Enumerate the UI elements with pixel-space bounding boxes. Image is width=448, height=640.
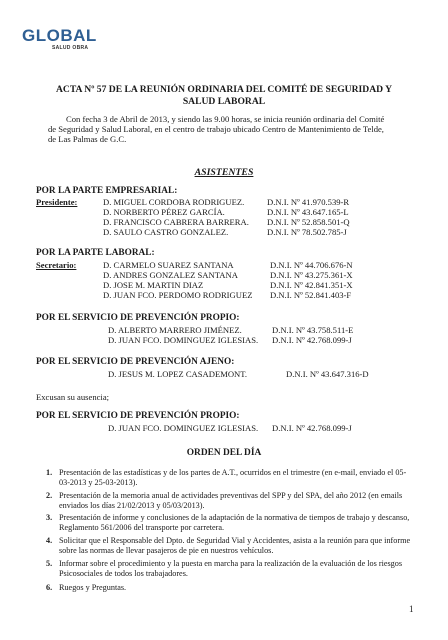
empresarial-member-dni: D.N.I. Nº 78.502.785-J bbox=[267, 227, 347, 237]
laboral-member-name: D. CARMELO SUAREZ SANTANA bbox=[103, 260, 234, 270]
list-item-number: 3. bbox=[46, 513, 53, 522]
document-title-line-1: ACTA Nº 57 DE LA REUNIÓN ORDINARIA DEL COMITÉ DE SEGURIDAD Y bbox=[55, 84, 393, 95]
intro-line-3: de Las Palmas de G.C. bbox=[48, 134, 127, 144]
excusados-member-name: D. JUAN FCO. DOMINGUEZ IGLESIAS. bbox=[108, 423, 259, 433]
excusados-heading: POR EL SERVICIO DE PREVENCIÓN PROPIO: bbox=[36, 411, 240, 421]
intro-line-2: de Seguridad y Salud Laboral, en el centro de trabajo ubicado Centro de Mantenimiento de Telde, bbox=[48, 124, 384, 134]
list-item bbox=[46, 536, 426, 558]
laboral-member-dni: D.N.I. Nº 52.841.403-F bbox=[270, 290, 352, 300]
list-item-text: Presentación de informe y conclusiones de la adaptación de la normativa de tiempos de trabajo y descanso, Reglamento 561/2006 del transporte por carretera. bbox=[59, 513, 410, 533]
list-item bbox=[46, 583, 426, 595]
empresarial-member-name: D. MIGUEL CORDOBA RODRIGUEZ. bbox=[103, 197, 245, 207]
list-item-number: 6. bbox=[46, 583, 53, 592]
list-item-number: 1. bbox=[46, 468, 53, 477]
empresarial-heading: POR LA PARTE EMPRESARIAL: bbox=[36, 186, 178, 196]
laboral-member-dni: D.N.I. Nº 44.706.676-N bbox=[270, 260, 353, 270]
list-item-text: Presentación de la memoria anual de actividades preventivas del SPP y del SPA, del año 2012 (en emails enviados los días 21/02/2013 y 05/03/2013). bbox=[59, 491, 403, 511]
prevencion-ajeno-heading: POR EL SERVICIO DE PREVENCIÓN AJENO: bbox=[36, 357, 235, 367]
prevencion-propio-member-name: D. JUAN FCO. DOMINGUEZ IGLESIAS. bbox=[108, 335, 259, 345]
prevencion-propio-member-dni: D.N.I. Nº 42.768.099-J bbox=[272, 335, 352, 345]
laboral-member-name: D. JOSE M. MARTIN DIAZ bbox=[103, 280, 204, 290]
empresarial-member-name: D. NORBERTO PÉREZ GARCÍA. bbox=[103, 207, 225, 217]
presidente-label: Presidente: bbox=[36, 197, 78, 207]
laboral-heading: POR LA PARTE LABORAL: bbox=[36, 248, 155, 258]
prevencion-ajeno-member-name: D. JESUS M. LOPEZ CASADEMONT. bbox=[108, 369, 248, 379]
asistentes-heading: ASISTENTES bbox=[194, 167, 254, 178]
document-title-line-2: SALUD LABORAL bbox=[182, 96, 266, 107]
laboral-member-name: D. JUAN FCO. PERDOMO RODRIGUEZ bbox=[103, 290, 253, 300]
list-item-number: 4. bbox=[46, 536, 53, 545]
logo-text: GLOBAL bbox=[22, 26, 97, 45]
excusados-member-dni: D.N.I. Nº 42.768.099-J bbox=[272, 423, 352, 433]
prevencion-ajeno-member-dni: D.N.I. Nº 43.647.316-D bbox=[286, 369, 369, 379]
list-item bbox=[46, 491, 426, 513]
secretario-label: Secretario: bbox=[36, 260, 77, 270]
empresarial-member-name: D. FRANCISCO CABRERA BARRERA. bbox=[103, 217, 249, 227]
laboral-member-name: D. ANDRES GONZALEZ SANTANA bbox=[103, 270, 238, 280]
laboral-member-dni: D.N.I. Nº 42.841.351-X bbox=[270, 280, 353, 290]
prevencion-propio-heading: POR EL SERVICIO DE PREVENCIÓN PROPIO: bbox=[36, 313, 240, 323]
empresarial-member-dni: D.N.I. Nº 52.858.501-Q bbox=[267, 217, 350, 227]
prevencion-propio-member-dni: D.N.I. Nº 43.758.511-E bbox=[272, 325, 354, 335]
page-number: 1 bbox=[409, 604, 414, 614]
intro-line-1: Con fecha 3 de Abril de 2013, y siendo las 9.00 horas, se inicia reunión ordinaria del Comité bbox=[66, 114, 385, 124]
company-logo bbox=[22, 26, 122, 56]
list-item bbox=[46, 513, 426, 535]
list-item-number: 5. bbox=[46, 559, 53, 568]
laboral-member-dni: D.N.I. Nº 43.275.361-X bbox=[270, 270, 353, 280]
prevencion-propio-member-name: D. ALBERTO MARRERO JIMÉNEZ. bbox=[108, 325, 242, 335]
list-item-text: Informar sobre el procedimiento y la puesta en marcha para la realización de la evaluación de los riesgos Psicosociales de todos los trabajadores. bbox=[59, 559, 403, 579]
list-item-number: 2. bbox=[46, 491, 53, 500]
list-item bbox=[46, 468, 426, 490]
list-item bbox=[46, 559, 426, 581]
excusan-label: Excusan su ausencia; bbox=[36, 392, 110, 402]
orden-heading: ORDEN DEL DÍA bbox=[186, 448, 262, 458]
list-item-text: Presentación de las estadísticas y de los partes de A.T., ocurridos en el trimestre (en e-mail, enviado el 05-03-2013 y 25-03-2013). bbox=[59, 468, 407, 488]
empresarial-member-name: D. SAULO CASTRO GONZALEZ. bbox=[103, 227, 229, 237]
empresarial-member-dni: D.N.I. Nº 41.970.539-R bbox=[267, 197, 350, 207]
empresarial-member-dni: D.N.I. Nº 43.647.165-L bbox=[267, 207, 349, 217]
list-item-text: Solicitar que el Responsable del Dpto. de Seguridad Vial y Accidentes, asista a la reunión para que informe sobre las normas de llevar pasajeros de pie en nuestros vehículos. bbox=[59, 536, 411, 556]
logo-subtext: SALUD OBRA bbox=[52, 45, 89, 51]
list-item-text: Ruegos y Preguntas. bbox=[59, 583, 127, 592]
